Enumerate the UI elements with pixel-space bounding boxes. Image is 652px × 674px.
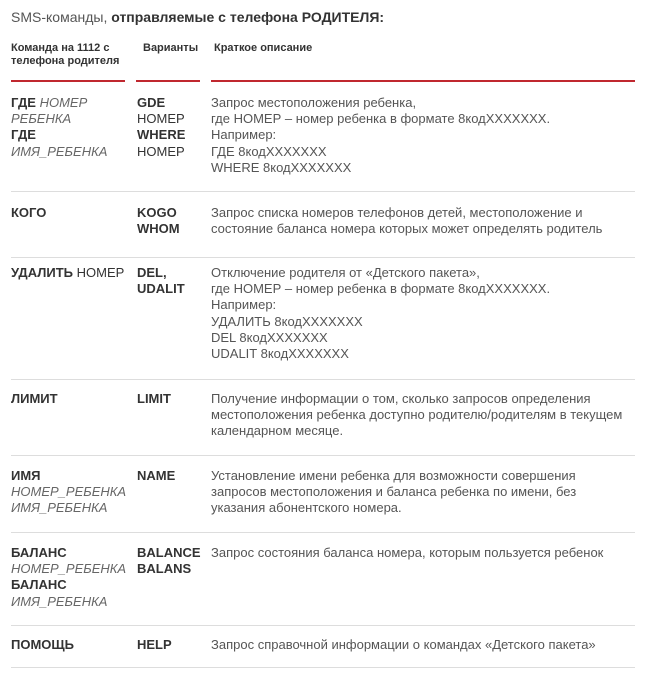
- description-line: Получение информации о том, сколько запросов определения: [211, 391, 591, 406]
- title-bold: отправляемые с телефона РОДИТЕЛЯ:: [111, 9, 385, 25]
- header-variants: Варианты: [143, 42, 199, 54]
- command-param: НОМЕР: [39, 95, 88, 110]
- description-line: UDALIT 8кодXXXXXXX: [211, 346, 349, 362]
- description-line: где НОМЕР – номер ребенка в формате 8кодXXXXXXX.: [211, 281, 551, 297]
- variant-item: GDE: [137, 95, 166, 110]
- command-keyword: ГДЕ: [11, 127, 36, 143]
- row-divider: [11, 532, 635, 533]
- row-divider: [11, 667, 635, 668]
- description-cell: [211, 468, 631, 517]
- description-cell: [211, 205, 631, 237]
- row-divider: [11, 625, 635, 626]
- description-line: УДАЛИТЬ 8кодXXXXXXX: [211, 313, 363, 329]
- description-cell: [211, 637, 631, 653]
- variants-cell: [137, 468, 209, 484]
- variant-item: HOMEP: [137, 143, 185, 159]
- variant-item: UDALIT: [137, 281, 185, 297]
- command-param: ИМЯ_РЕБЕНКА: [11, 500, 108, 516]
- command-keyword: БАЛАНС: [11, 545, 67, 560]
- command-cell: [11, 468, 133, 517]
- command-param: НОМЕР: [76, 265, 125, 280]
- command-keyword: ИМЯ: [11, 468, 41, 483]
- command-keyword: ГДЕ: [11, 95, 40, 110]
- description-line: Запрос состояния баланса номера, которым пользуется ребенок: [211, 545, 604, 560]
- variant-item: LIMIT: [137, 391, 171, 406]
- command-keyword: БАЛАНС: [11, 577, 67, 593]
- command-param: НОМЕР_РЕБЕНКА: [11, 561, 127, 577]
- row-divider: [11, 379, 635, 380]
- description-cell: [211, 545, 631, 561]
- command-cell: [11, 95, 133, 160]
- variants-cell: [137, 391, 209, 407]
- description-line: запросов местоположения и баланса ребенка по имени, без: [211, 484, 577, 500]
- variant-item: WHERE: [137, 127, 186, 143]
- command-cell: [11, 205, 133, 221]
- command-cell: [11, 637, 133, 653]
- command-keyword: ПОМОЩЬ: [11, 637, 74, 652]
- description-line: местоположения ребенка доступно родителю/родителям в текущем: [211, 407, 623, 423]
- header-description: Краткое описание: [214, 42, 313, 54]
- description-line: ГДЕ 8кодXXXXXXX: [211, 143, 327, 159]
- page-title: [11, 9, 384, 25]
- header-divider-1: [11, 80, 125, 82]
- command-line: [11, 265, 133, 281]
- description-line: состояние баланса номера которых может определять родитель: [211, 221, 603, 237]
- description-line: Запрос местоположения ребенка,: [211, 95, 417, 110]
- description-line: Например:: [211, 127, 277, 143]
- variant-item: NAME: [137, 468, 176, 483]
- description-line: WHERE 8кодXXXXXXX: [211, 159, 352, 175]
- description-line: календарном месяце.: [211, 423, 344, 439]
- command-keyword: ЛИМИТ: [11, 391, 58, 406]
- command-keyword: КОГО: [11, 205, 47, 220]
- command-cell: [11, 391, 133, 407]
- command-param: ИМЯ_РЕБЕНКА: [11, 143, 108, 159]
- description-line: где НОМЕР – номер ребенка в формате 8кодXXXXXXX.: [211, 111, 551, 127]
- description-line: указания абонентского номера.: [211, 500, 402, 516]
- command-cell: [11, 545, 133, 610]
- description-line: Запрос списка номеров телефонов детей, местоположение и: [211, 205, 583, 220]
- row-divider: [11, 257, 635, 258]
- header-divider-3: [211, 80, 635, 82]
- variants-cell: [137, 95, 209, 160]
- description-line: DEL 8кодXXXXXXX: [211, 329, 328, 345]
- row-divider: [11, 191, 635, 192]
- variant-item: DEL,: [137, 265, 167, 280]
- command-param: ИМЯ_РЕБЕНКА: [11, 593, 108, 609]
- header-command: Команда на 1112 с телефона родителя: [11, 42, 120, 67]
- description-cell: [211, 265, 631, 362]
- description-line: Запрос справочной информации о командах «Детского пакета»: [211, 637, 596, 652]
- description-line: Установление имени ребенка для возможности совершения: [211, 468, 576, 483]
- command-keyword: УДАЛИТЬ: [11, 265, 77, 280]
- variants-cell: [137, 545, 209, 577]
- variant-item: KOGO: [137, 205, 177, 220]
- command-cell: [11, 265, 133, 281]
- description-line: Отключение родителя от «Детского пакета»,: [211, 265, 480, 280]
- variants-cell: [137, 637, 209, 653]
- variants-cell: [137, 205, 209, 237]
- title-prefix: SMS-команды,: [11, 9, 112, 25]
- header-divider-2: [136, 80, 200, 82]
- command-param: РЕБЕНКА: [11, 111, 72, 127]
- variants-cell: [137, 265, 209, 297]
- variant-item: HELP: [137, 637, 172, 652]
- description-cell: [211, 95, 631, 176]
- variant-item: BALANS: [137, 561, 192, 577]
- variant-item: WHOM: [137, 221, 180, 237]
- description-line: Например:: [211, 297, 277, 313]
- variant-item: BALANCE: [137, 545, 201, 560]
- variant-item: HOMEP: [137, 111, 185, 127]
- command-line: [11, 95, 133, 111]
- row-divider: [11, 455, 635, 456]
- command-param: НОМЕР_РЕБЕНКА: [11, 484, 127, 500]
- description-cell: [211, 391, 631, 440]
